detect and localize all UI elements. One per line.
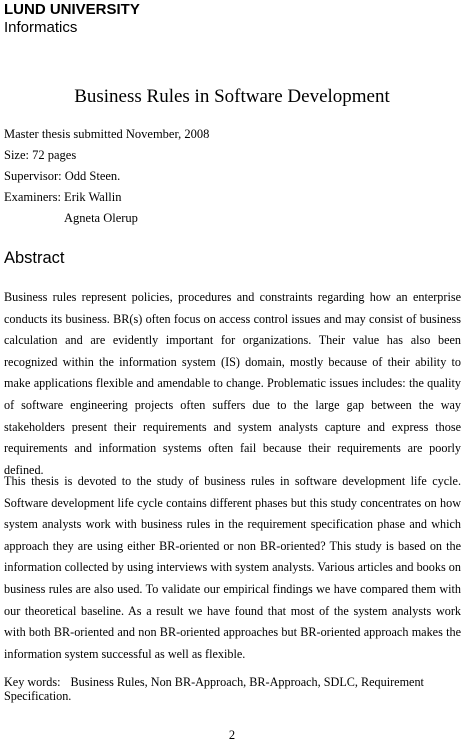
supervisor-line: Supervisor: Odd Steen. (4, 169, 121, 183)
submission-line: Master thesis submitted November, 2008 (4, 127, 210, 141)
page-number: 2 (228, 728, 236, 742)
keywords-text: Business Rules, Non BR-Approach, BR-Approach, SDLC, Requirement Specification. (4, 675, 424, 703)
size-line: Size: 72 pages (4, 148, 77, 162)
second-examiner: Agneta Olerup (64, 211, 138, 225)
university-name: LUND UNIVERSITY (4, 1, 140, 18)
keywords (4, 675, 444, 703)
abstract-paragraph-1: Business rules represent policies, procedures and constraints regarding how an enterprise conducts its business. BR(s) often focus on access control issues and may consist of business calculation and are evidently important for organizations. Their value has also been recognized within the information system (IS) domain, mostly because of their ability to make applications flexible and amendable to change. Problematic issues includes: the quality of software engineering projects often suffers due to the large gap between the way stakeholders present their requirements and system analysts capture and express those requirements and information systems often fail because their requirements are poorly defined. (4, 290, 461, 477)
abstract-paragraph-2: This thesis is devoted to the study of business rules in software development life cycle. Software development life cycle contains different phases but this study concentrates on how system analysts work with business rules in the requirement specification phase and which approach they are using either BR-oriented or non BR-oriented? This study is based on the information collected by using interviews with system analysts. Various articles and books on business rules are also used. To validate our empirical findings we have compared them with our theoretical baseline. As a result we have found that most of the system analysts work with both BR-oriented and non BR-oriented approaches but BR-oriented approach makes the information system successful as well as flexible. (4, 474, 461, 661)
keywords-label: Key words: (4, 675, 61, 689)
department-name: Informatics (4, 19, 78, 36)
document-title: Business Rules in Software Development (74, 86, 390, 107)
examiners-line: Examiners: Erik Wallin (4, 190, 122, 204)
abstract-heading: Abstract (4, 249, 65, 267)
